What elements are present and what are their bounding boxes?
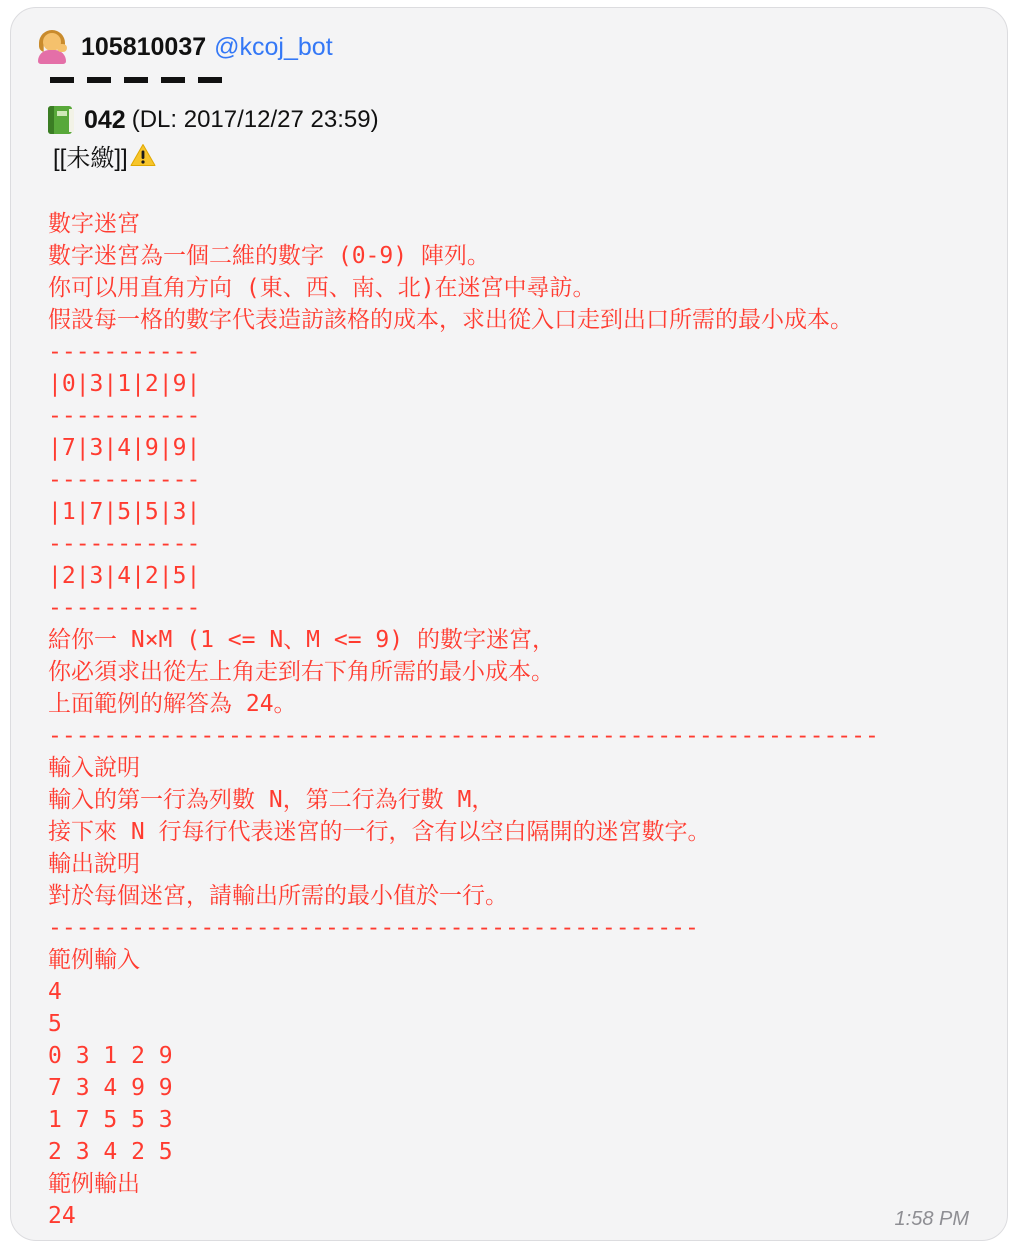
problem-content: [48, 208, 879, 1232]
message-bubble: [10, 7, 1008, 1241]
content-line: 4: [48, 979, 62, 1005]
message-header: [35, 30, 333, 64]
separator-dashes: [50, 77, 222, 83]
content-line: 7 3 4 9 9: [48, 1075, 173, 1101]
woman-tipping-hand-icon: [35, 30, 69, 64]
assignment-number: 042: [84, 105, 126, 134]
status-text: [[未繳]]: [53, 144, 128, 172]
message-timestamp: 1:58 PM: [894, 1208, 969, 1230]
content-line: 輸入的第一行為列數 N，第二行為行數 M，: [48, 787, 495, 813]
content-line: -----------: [48, 403, 201, 429]
content-line: 上面範例的解答為 24。: [48, 691, 297, 717]
content-line: 數字迷宮為一個二維的數字 (0-9) 陣列。: [48, 243, 490, 269]
content-line: -----------: [48, 467, 201, 493]
content-line: 24: [48, 1203, 76, 1229]
green-book-icon: [48, 106, 74, 134]
content-line: |0|3|1|2|9|: [48, 371, 201, 397]
content-line: 0 3 1 2 9: [48, 1043, 173, 1069]
content-line: |1|7|5|5|3|: [48, 499, 201, 525]
content-line: 數字迷宮: [48, 211, 140, 237]
sender-handle[interactable]: @kcoj_bot: [214, 32, 333, 61]
content-line: 輸出說明: [48, 851, 140, 877]
content-line: -----------: [48, 595, 201, 621]
content-line: 1 7 5 5 3: [48, 1107, 173, 1133]
content-line: ------------------------------------------------------------: [48, 723, 879, 749]
content-line: 你必須求出從左上角走到右下角所需的最小成本。: [48, 659, 554, 685]
assignment-line: [48, 104, 379, 136]
sender-name[interactable]: 105810037: [81, 32, 207, 61]
content-line: 你可以用直角方向 (東、西、南、北)在迷宮中尋訪。: [48, 275, 596, 301]
content-line: 對於每個迷宮，請輸出所需的最小值於一行。: [48, 883, 508, 909]
content-line: 2 3 4 2 5: [48, 1139, 173, 1165]
content-line: 範例輸出: [48, 1171, 140, 1197]
assignment-deadline: (DL: 2017/12/27 23:59): [131, 106, 379, 133]
content-line: 給你一 N×M (1 <= N、M <= 9) 的數字迷宮，: [48, 627, 555, 653]
content-line: |2|3|4|2|5|: [48, 563, 201, 589]
content-line: 輸入說明: [48, 755, 140, 781]
submission-status: [53, 139, 156, 171]
content-line: 接下來 N 行每行代表迷宮的一行，含有以空白隔開的迷宮數字。: [48, 819, 711, 845]
warning-icon: [130, 143, 156, 167]
content-line: 範例輸入: [48, 947, 140, 973]
content-line: 假設每一格的數字代表造訪該格的成本，求出從入口走到出口所需的最小成本。: [48, 307, 853, 333]
content-line: |7|3|4|9|9|: [48, 435, 201, 461]
content-line: -----------------------------------------------: [48, 915, 699, 941]
content-line: -----------: [48, 339, 201, 365]
content-line: -----------: [48, 531, 201, 557]
content-line: 5: [48, 1011, 62, 1037]
